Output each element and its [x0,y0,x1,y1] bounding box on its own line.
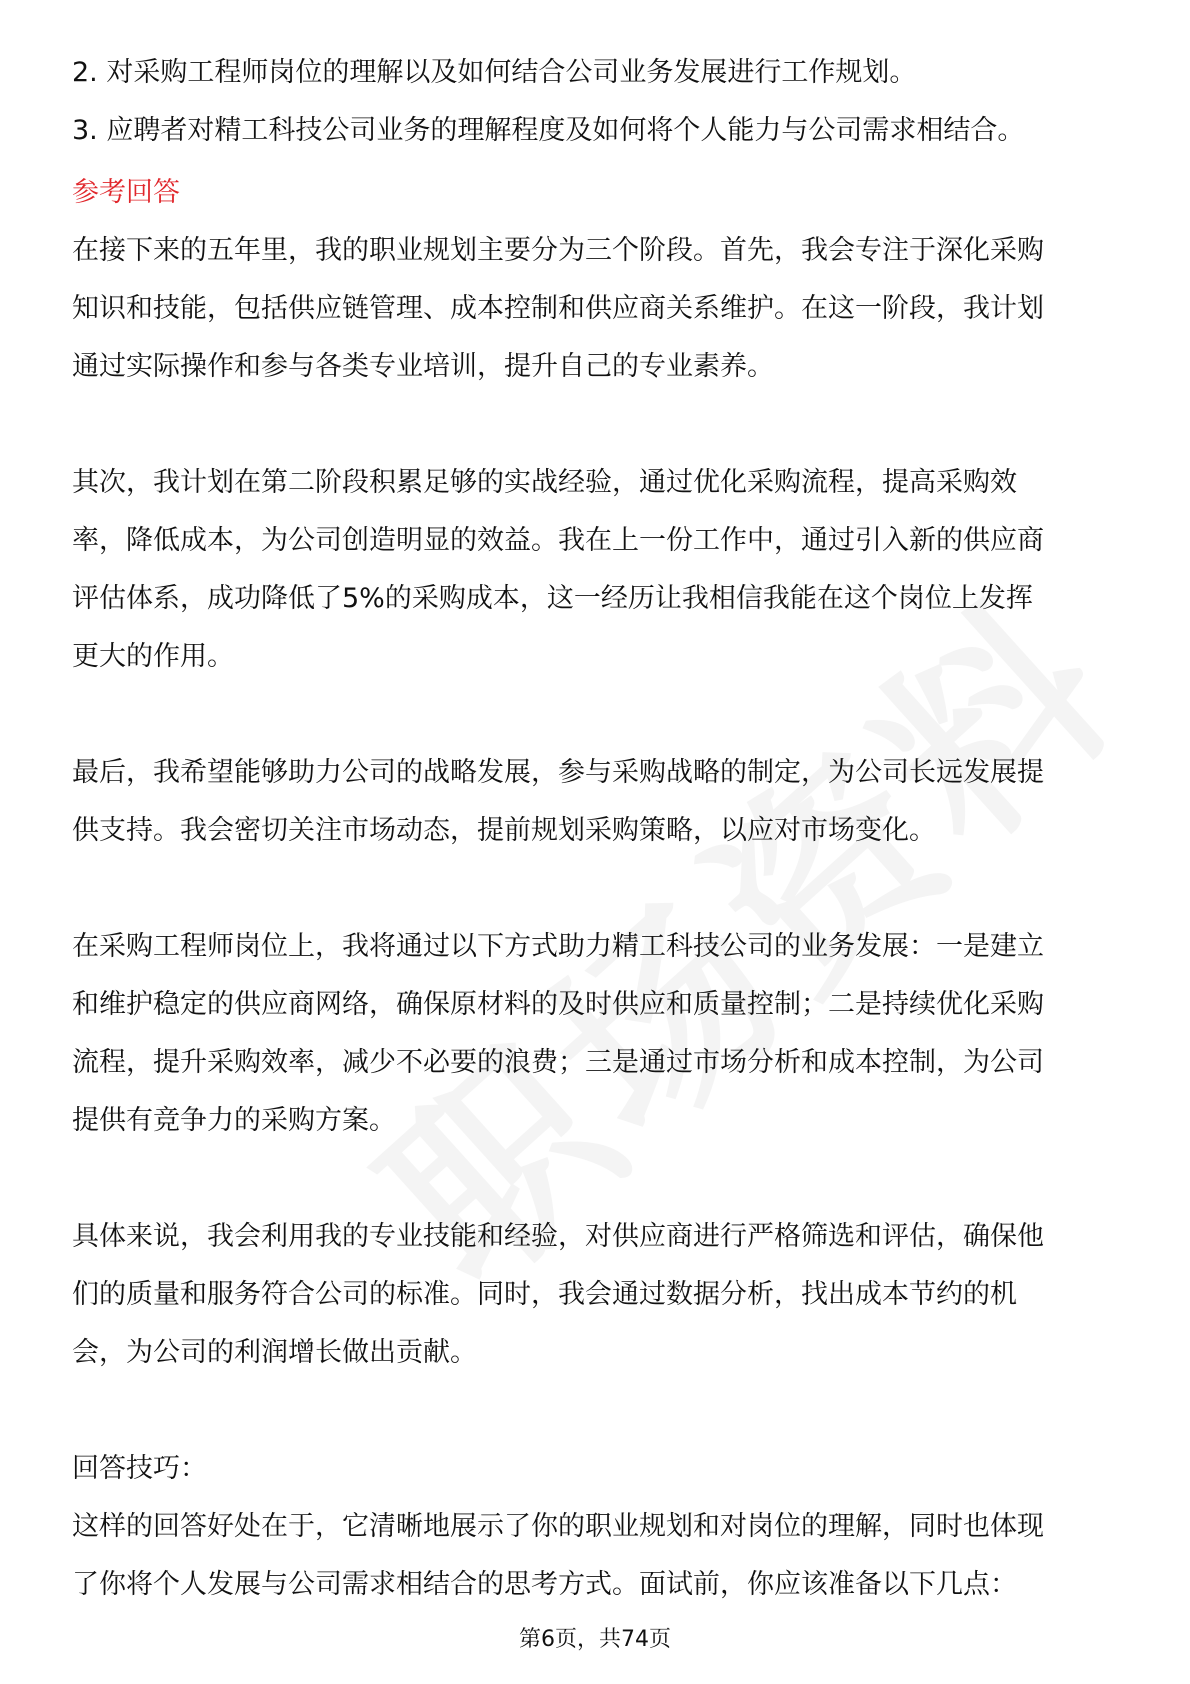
paragraph-gap [72,860,1122,918]
paragraph-3 [72,744,1122,860]
paragraph-line: 其次，我计划在第二阶段积累足够的实战经验，通过优化采购流程，提高采购效 [72,467,1017,498]
paragraph-line: 会，为公司的利润增长做出贡献。 [72,1337,477,1368]
paragraph-line: 具体来说，我会利用我的专业技能和经验，对供应商进行严格筛选和评估，确保他 [72,1221,1044,1252]
answer-heading: 参考回答 [72,177,180,208]
list-item: 2. 对采购工程师岗位的理解以及如何结合公司业务发展进行工作规划。 [72,57,917,88]
paragraph-line: 通过实际操作和参与各类专业培训，提升自己的专业素养。 [72,351,774,382]
paragraph-line: 知识和技能，包括供应链管理、成本控制和供应商关系维护。在这一阶段，我计划 [72,293,1044,324]
paragraph-line: 和维护稳定的供应商网络，确保原材料的及时供应和质量控制；二是持续优化采购 [72,989,1044,1020]
paragraph-line: 在采购工程师岗位上，我将通过以下方式助力精工科技公司的业务发展：一是建立 [72,931,1044,962]
page-content [72,44,1122,1614]
paragraph-gap [72,1150,1122,1208]
tips-paragraph [72,1498,1122,1614]
paragraph-5 [72,1208,1122,1382]
paragraph-line: 这样的回答好处在于，它清晰地展示了你的职业规划和对岗位的理解，同时也体现 [72,1511,1044,1542]
paragraph-line: 最后，我希望能够助力公司的战略发展，参与采购战略的制定，为公司长远发展提 [72,757,1044,788]
paragraph-gap [72,1382,1122,1440]
paragraph-gap [72,686,1122,744]
page-number-footer: 第6页，共74页 [519,1627,671,1652]
paragraph-gap [72,396,1122,454]
paragraph-line: 供支持。我会密切关注市场动态，提前规划采购策略，以应对市场变化。 [72,815,936,846]
paragraph-line: 更大的作用。 [72,641,234,672]
list-item: 3. 应聘者对精工科技公司业务的理解程度及如何将个人能力与公司需求相结合。 [72,115,1025,146]
intro-list [72,44,1122,160]
paragraph-line: 流程，提升采购效率，减少不必要的浪费；三是通过市场分析和成本控制，为公司 [72,1047,1044,1078]
paragraph-line: 评估体系，成功降低了5%的采购成本，这一经历让我相信我能在这个岗位上发挥 [72,583,1033,614]
paragraph-2 [72,454,1122,686]
paragraph-4 [72,918,1122,1150]
paragraph-line: 提供有竞争力的采购方案。 [72,1105,396,1136]
paragraph-line: 率，降低成本，为公司创造明显的效益。我在上一份工作中，通过引入新的供应商 [72,525,1044,556]
tips-heading: 回答技巧： [72,1453,207,1484]
paragraph-1 [72,222,1122,396]
paragraph-line: 了你将个人发展与公司需求相结合的思考方式。面试前，你应该准备以下几点： [72,1569,1017,1600]
paragraph-line: 在接下来的五年里，我的职业规划主要分为三个阶段。首先，我会专注于深化采购 [72,235,1044,266]
paragraph-line: 们的质量和服务符合公司的标准。同时，我会通过数据分析，找出成本节约的机 [72,1279,1017,1310]
